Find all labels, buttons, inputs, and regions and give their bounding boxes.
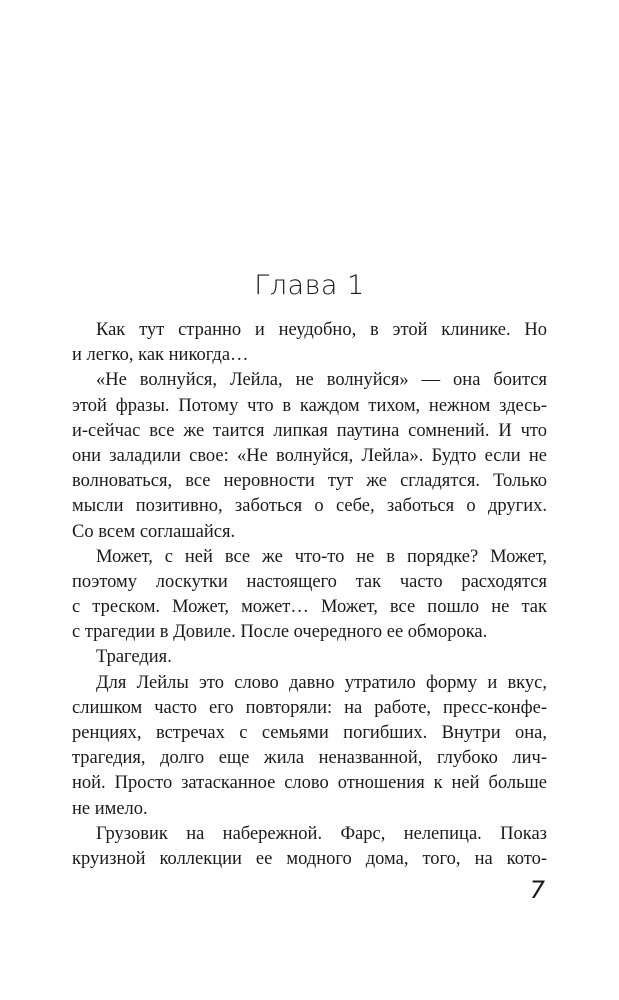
text-line: ренциях, встречах с семьями погибших. Внутри она, [72, 723, 547, 743]
text-line: Как тут странно и неудобно, в этой клинике. Но [96, 320, 547, 340]
text-line: Со всем соглашайся. [72, 521, 236, 542]
page-number: 7 [529, 876, 545, 904]
text-line: не имело. [72, 798, 148, 819]
paragraph [72, 368, 547, 544]
text-line: мысли позитивно, заботься о себе, заботься о других. [72, 496, 547, 517]
paragraph [72, 545, 547, 646]
paragraph [72, 671, 547, 822]
text-line: трагедия, долго еще жила неназванной, глубоко лич- [72, 748, 547, 769]
chapter-body-text [72, 318, 547, 872]
text-line: с трагедии в Довиле. После очередного ее обморока. [72, 622, 488, 643]
text-line: и легко, как никогда… [72, 345, 249, 366]
paragraph [72, 318, 547, 368]
text-line: волноваться, все неровности тут же сгладятся. Только [72, 471, 547, 492]
text-line: они заладили свое: «Не волнуйся, Лейла». Будто если не [72, 445, 547, 466]
book-page [72, 0, 547, 1000]
text-line: круизной коллекции ее модного дома, того, на кото- [72, 848, 547, 869]
text-line: «Не волнуйся, Лейла, не волнуйся» — она боится [96, 370, 547, 391]
text-line: с треском. Может, может… Может, все пошло не так [72, 597, 547, 618]
text-line: Трагедия. [96, 647, 172, 668]
chapter-title: Глава 1 [254, 270, 365, 301]
paragraph [72, 822, 547, 872]
paragraph [72, 645, 547, 670]
text-line: этой фразы. Потому что в каждом тихом, нежном здесь- [72, 395, 547, 416]
text-line: Для Лейлы это слово давно утратило форму и вкус, [96, 672, 547, 693]
text-line: поэтому лоскутки настоящего так часто расходятся [72, 571, 547, 592]
text-line: Грузовик на набережной. Фарс, нелепица. Показ [96, 823, 547, 844]
text-line: ной. Просто затасканное слово отношения к ней больше [72, 773, 547, 794]
text-line: Может, с ней все же что-то не в порядке? Может, [96, 546, 547, 567]
text-line: и-сейчас все же таится липкая паутина сомнений. И что [72, 420, 547, 441]
text-line: слишком часто его повторяли: на работе, пресс-конфе- [72, 697, 547, 718]
